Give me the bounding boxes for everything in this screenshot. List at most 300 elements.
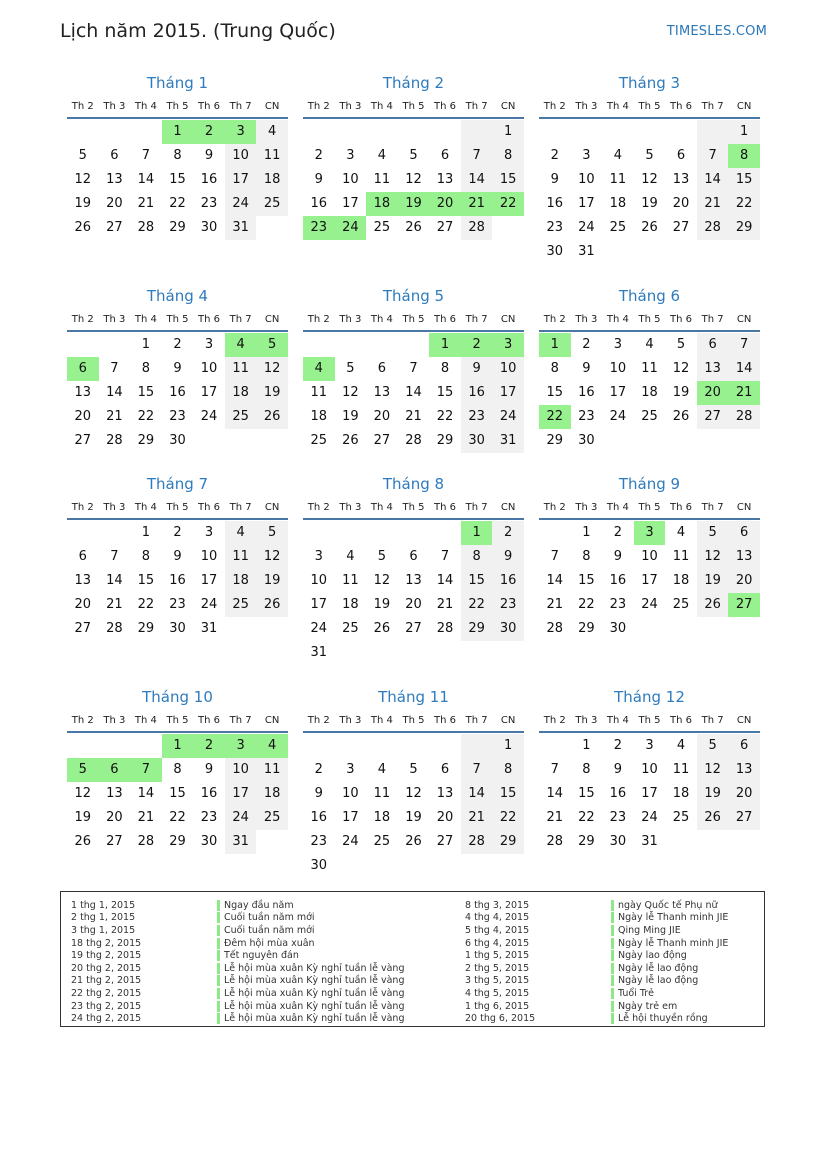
day-cell: 2 [314,148,323,163]
weekday-label: Th 7 [229,502,252,513]
empty-cell [335,854,367,878]
day-cell: 11 [225,357,257,381]
empty-cell [67,521,99,545]
weekday-label: Th 5 [638,314,661,325]
day-cell: 25 [225,405,257,429]
empty-cell [366,641,398,665]
weekday-header [539,97,760,119]
legend-row [465,962,728,975]
day-cell: 5 [697,521,729,545]
day-cell: 13 [373,385,391,400]
day-cell: 16 [461,381,493,405]
weekday-label: Th 3 [575,314,598,325]
day-cell: 29 [728,216,760,240]
day-cell: 26 [697,593,729,617]
day-cell: 17 [641,573,658,588]
day-cell: 14 [106,385,123,400]
day-cell: 3 [204,337,214,352]
empty-cell [665,120,697,144]
day-cell: 17 [200,573,218,588]
day-cell: 9 [204,148,214,163]
legend-holiday-name: Đêm hội mùa xuân [224,937,315,949]
page-title: Lịch năm 2015. (Trung Quốc) [60,20,336,42]
weekday-label: Th 4 [134,715,157,726]
empty-cell [539,120,571,144]
empty-cell [366,734,398,758]
day-cell: 8 [141,361,151,376]
month-title: Tháng 11 [378,688,449,706]
weekday-label: Th 4 [134,314,157,325]
legend-row [465,949,728,962]
weekday-label: Th 2 [307,314,330,325]
day-cell: 27 [728,593,760,617]
day-cell: 20 [373,409,391,424]
day-cell: 18 [342,597,359,612]
weekday-label: Th 3 [103,715,126,726]
weekday-header [303,498,524,520]
legend-holiday-name: Lễ hội mùa xuân Kỳ nghỉ tuần lễ vàng [224,987,405,999]
legend-color-bar [217,1001,220,1012]
day-cell: 27 [672,220,690,235]
legend-row [71,975,404,988]
day-cell: 4 [377,148,387,163]
day-cell: 30 [492,617,524,641]
empty-cell [225,617,257,641]
day-cell: 6 [409,549,418,564]
legend-color-bar [611,900,614,911]
day-cell: 23 [578,409,595,424]
day-cell: 11 [373,172,391,187]
day-cell: 8 [440,361,450,376]
weekday-label: Th 6 [670,502,693,513]
weekday-header [67,498,288,520]
empty-cell [461,120,493,144]
day-cell: 26 [641,220,658,235]
month-block [303,686,524,878]
legend-color-bar [611,975,614,986]
day-cell: 27 [728,806,760,830]
legend-row [465,937,728,950]
day-cell: 7 [550,762,559,777]
empty-cell [429,854,461,878]
day-cell: 21 [546,810,564,825]
day-cell: 30 [169,433,186,448]
day-cell: 22 [461,593,493,617]
day-cell: 15 [137,385,155,400]
day-cell: 2 [173,337,182,352]
weekday-label: Th 7 [229,314,252,325]
weekday-label: Th 4 [606,502,629,513]
day-cell: 28 [697,216,729,240]
day-cell: 27 [74,433,92,448]
day-cell: 11 [672,549,690,564]
empty-cell [99,333,131,357]
legend-holiday-name: Lễ hội thuyền rồng [618,1013,708,1025]
weekday-label: CN [500,101,516,112]
day-cell: 22 [578,597,595,612]
day-cell: 10 [641,549,658,564]
legend-color-bar [611,912,614,923]
day-cell: 26 [405,834,422,849]
day-cell: 12 [373,573,391,588]
day-cell: 16 [578,385,595,400]
day-cell: 28 [137,834,155,849]
legend-color-bar [611,1001,614,1012]
day-cell: 20 [436,810,454,825]
day-cell: 13 [74,385,92,400]
month-title: Tháng 4 [146,287,209,305]
day-cell: 23 [546,220,564,235]
day-cell: 10 [342,786,359,801]
day-cell: 4 [676,525,686,540]
day-cell: 4 [377,762,387,777]
empty-cell [539,734,571,758]
legend-date: 4 thg 5, 2015 [465,987,530,999]
day-cell: 31 [641,834,658,849]
weekday-label: Th 3 [339,101,362,112]
day-cell: 12 [74,172,92,187]
legend-color-bar [217,900,220,911]
day-cell: 4 [303,357,335,381]
day-cell: 16 [200,172,218,187]
day-cell: 24 [310,621,328,636]
day-cell: 18 [225,569,257,593]
weekday-label: Th 4 [370,502,393,513]
day-cell: 24 [641,597,658,612]
legend-row [71,899,404,912]
weekday-label: CN [736,314,752,325]
weekday-label: Th 6 [670,314,693,325]
legend-date: 2 thg 5, 2015 [465,962,530,974]
day-cell: 3 [204,525,214,540]
day-cell: 1 [728,120,760,144]
day-cell: 1 [539,333,571,357]
day-cell: 7 [697,144,729,168]
day-cell: 2 [193,120,225,144]
empty-cell [130,734,162,758]
day-cell: 8 [461,545,493,569]
weekday-header [67,711,288,733]
month-block [539,285,760,453]
empty-cell [335,734,367,758]
empty-cell [728,830,760,854]
legend-color-bar [217,975,220,986]
weekday-label: Th 3 [575,101,598,112]
legend-date: 3 thg 1, 2015 [71,924,136,936]
day-cell: 18 [609,196,627,211]
day-cell: 3 [582,148,591,163]
day-cell: 24 [200,597,218,612]
day-cell: 15 [492,782,524,806]
day-cell: 4 [256,120,288,144]
day-cell: 11 [609,172,627,187]
day-cell: 24 [641,810,658,825]
legend-date: 8 thg 3, 2015 [465,899,530,911]
day-cell: 4 [256,734,288,758]
weekday-label: Th 5 [638,715,661,726]
empty-cell [429,521,461,545]
day-cell: 21 [137,810,155,825]
day-cell: 8 [173,148,182,163]
day-cell: 26 [405,220,422,235]
day-cell: 30 [578,433,595,448]
day-cell: 22 [492,192,524,216]
day-cell: 14 [697,168,729,192]
day-cell: 15 [578,786,595,801]
legend-holiday-name: Ngày lao động [618,950,687,962]
day-cell: 19 [342,409,359,424]
holiday-legend [60,891,765,1027]
day-cell: 7 [461,144,493,168]
day-cell: 12 [74,786,92,801]
day-cell: 16 [492,569,524,593]
site-link[interactable]: TIMESLES.COM [666,24,767,39]
day-cell: 13 [74,573,92,588]
weekday-header [67,97,288,119]
weekday-label: Th 4 [606,314,629,325]
weekday-label: Th 7 [465,715,488,726]
day-cell: 28 [461,830,493,854]
day-cell: 13 [106,786,123,801]
weekday-label: Th 6 [198,715,221,726]
day-cell: 29 [492,830,524,854]
day-cell: 18 [672,573,690,588]
day-cell: 25 [373,220,391,235]
day-cell: 17 [310,597,328,612]
empty-cell [602,240,634,264]
day-cell: 27 [697,405,729,429]
day-cell: 10 [200,549,218,564]
weekday-label: Th 6 [670,101,693,112]
day-cell: 17 [342,196,359,211]
day-cell: 5 [645,148,654,163]
legend-row [465,975,728,988]
day-cell: 21 [405,409,422,424]
legend-color-bar [611,925,614,936]
day-cell: 26 [672,409,690,424]
day-cell: 13 [672,172,690,187]
day-cell: 6 [99,758,131,782]
day-cell: 9 [613,549,623,564]
legend-holiday-name: Ngay đầu năm [224,899,294,911]
weekday-label: Th 3 [339,314,362,325]
day-cell: 5 [256,521,288,545]
day-cell: 1 [141,525,151,540]
weekday-label: Th 4 [370,715,393,726]
day-cell: 14 [546,786,564,801]
legend-date: 20 thg 2, 2015 [71,962,142,974]
day-cell: 22 [137,597,155,612]
month-title: Tháng 1 [146,74,209,92]
month-title: Tháng 2 [382,74,445,92]
day-cell: 15 [728,168,760,192]
day-cell: 19 [256,381,288,405]
weekday-label: Th 2 [307,101,330,112]
weekday-label: Th 3 [575,502,598,513]
legend-date: 22 thg 2, 2015 [71,987,142,999]
day-cell: 19 [697,782,729,806]
empty-cell [303,734,335,758]
day-cell: 10 [578,172,595,187]
legend-holiday-name: Cuối tuần năm mới [224,924,315,936]
weekday-label: Th 5 [166,101,189,112]
empty-cell [398,120,430,144]
day-cell: 17 [342,810,359,825]
day-cell: 13 [436,786,454,801]
legend-color-bar [217,963,220,974]
day-cell: 15 [578,573,595,588]
month-title: Tháng 7 [146,475,209,493]
weekday-label: CN [264,314,280,325]
day-cell: 29 [578,834,595,849]
day-cell: 17 [200,385,218,400]
day-cell: 7 [409,361,418,376]
day-grid [303,520,524,665]
day-cell: 31 [492,429,524,453]
day-cell: 17 [609,385,627,400]
legend-date: 2 thg 1, 2015 [71,912,136,924]
empty-cell [335,120,367,144]
legend-date: 20 thg 6, 2015 [465,1013,536,1025]
day-cell: 6 [697,333,729,357]
day-cell: 23 [169,409,186,424]
weekday-label: Th 2 [307,715,330,726]
day-cell: 1 [162,734,194,758]
weekday-label: Th 4 [606,101,629,112]
day-cell: 13 [697,357,729,381]
day-cell: 11 [310,385,328,400]
day-cell: 7 [728,333,760,357]
legend-row [465,899,728,912]
legend-holiday-name: Ngày lễ lao động [618,962,699,974]
weekday-label: Th 4 [606,715,629,726]
day-cell: 3 [634,521,666,545]
day-cell: 30 [200,220,218,235]
day-cell: 11 [342,573,359,588]
day-cell: 15 [461,569,493,593]
day-cell: 13 [405,573,422,588]
legend-color-bar [217,938,220,949]
day-cell: 1 [582,738,591,753]
day-cell: 10 [200,361,218,376]
day-cell: 8 [492,758,524,782]
weekday-label: CN [264,101,280,112]
day-cell: 7 [110,361,119,376]
empty-cell [697,830,729,854]
month-block [303,285,524,453]
day-cell: 27 [436,220,454,235]
empty-cell [398,734,430,758]
day-cell: 3 [492,333,524,357]
day-cell: 20 [106,196,123,211]
weekday-label: Th 3 [103,314,126,325]
day-cell: 15 [492,168,524,192]
empty-cell [728,240,760,264]
day-cell: 2 [613,738,623,753]
empty-cell [366,333,398,357]
legend-date: 5 thg 4, 2015 [465,924,530,936]
day-cell: 23 [492,593,524,617]
empty-cell [728,617,760,641]
empty-cell [335,641,367,665]
weekday-label: Th 4 [134,502,157,513]
weekday-label: CN [500,314,516,325]
legend-date: 21 thg 2, 2015 [71,975,142,987]
day-cell: 28 [436,621,454,636]
legend-row [465,987,728,1000]
month-title: Tháng 10 [142,688,213,706]
legend-row [71,924,404,937]
day-grid [303,332,524,453]
day-cell: 25 [373,834,391,849]
day-cell: 3 [346,762,355,777]
empty-cell [665,617,697,641]
empty-cell [398,333,430,357]
day-cell: 26 [342,433,359,448]
day-cell: 27 [436,834,454,849]
weekday-label: Th 2 [543,715,566,726]
day-cell: 24 [335,216,367,240]
weekday-label: Th 4 [370,314,393,325]
weekday-label: CN [736,502,752,513]
weekday-label: Th 3 [103,502,126,513]
legend-date: 19 thg 2, 2015 [71,950,142,962]
day-grid [67,332,288,453]
legend-color-bar [217,1013,220,1024]
day-cell: 12 [697,758,729,782]
day-cell: 19 [641,196,658,211]
day-cell: 23 [200,196,218,211]
day-cell: 30 [546,244,564,259]
day-cell: 5 [676,337,686,352]
day-cell: 12 [256,357,288,381]
weekday-label: Th 2 [543,502,566,513]
day-cell: 20 [697,381,729,405]
month-block [303,72,524,240]
weekday-header [539,711,760,733]
legend-date: 18 thg 2, 2015 [71,937,142,949]
legend-color-bar [611,963,614,974]
day-cell: 26 [256,405,288,429]
empty-cell [99,734,131,758]
empty-cell [130,120,162,144]
empty-cell [398,521,430,545]
weekday-label: Th 6 [198,101,221,112]
legend-color-bar [611,1013,614,1024]
day-grid [67,520,288,641]
day-cell: 6 [110,148,119,163]
day-cell: 23 [169,597,186,612]
day-cell: 12 [342,385,359,400]
weekday-label: Th 7 [229,715,252,726]
day-cell: 21 [137,196,155,211]
day-cell: 2 [173,525,182,540]
day-cell: 1 [429,333,461,357]
day-cell: 6 [440,148,450,163]
day-cell: 5 [697,734,729,758]
legend-holiday-name: Ngày trẻ em [618,1000,678,1012]
day-cell: 24 [342,834,359,849]
empty-cell [697,240,729,264]
empty-cell [602,429,634,453]
weekday-label: Th 7 [701,502,724,513]
day-cell: 22 [578,810,595,825]
day-cell: 19 [398,192,430,216]
day-cell: 24 [225,192,257,216]
day-grid [539,733,760,854]
weekday-label: Th 6 [198,314,221,325]
empty-cell [634,240,666,264]
